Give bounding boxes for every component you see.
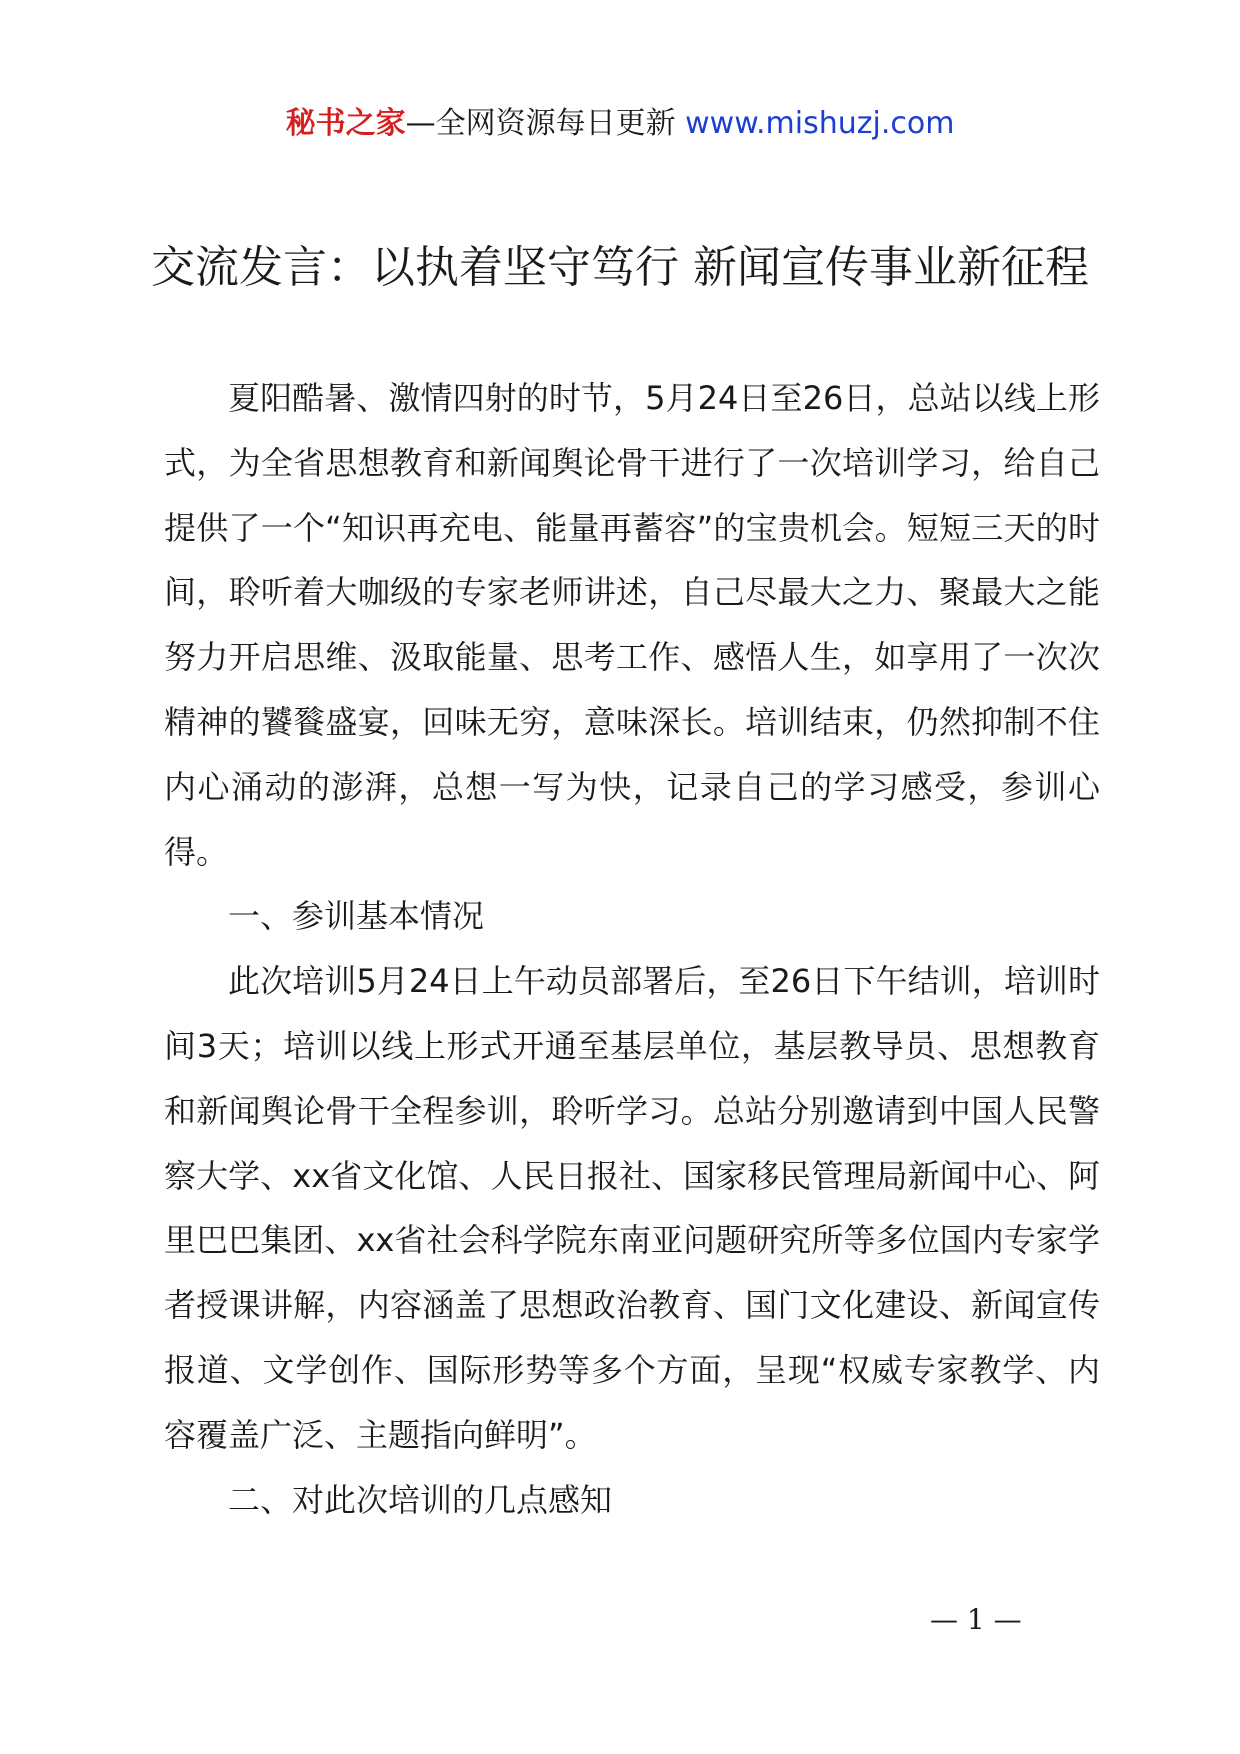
site-url-link[interactable]: www.mishuzj.com [685, 106, 955, 141]
paragraph-intro: 夏阳酷暑、激情四射的时节，5月24日至26日，总站以线上形式，为全省思想教育和新闻舆论骨干进行了一次培训学习，给自己提供了一个“知识再充电、能量再蓄容”的宝贵机会。短短三天的时间，聆听着大咖级的专家老师讲述，自己尽最大之力、聚最大之能努力开启思维、汲取能量、思考工作、感悟人生，如享用了一次次精神的饕餮盛宴，回味无穷，意味深长。培训结束，仍然抑制不住内心涌动的澎湃，总想一写为快，记录自己的学习感受，参训心得。 [164, 379, 1100, 871]
site-tagline: —全网资源每日更新 [405, 106, 686, 141]
section-heading-2: 二、对此次培训的几点感知 [228, 1480, 613, 1519]
document-body [164, 366, 1100, 1532]
section-heading-1: 一、参训基本情况 [228, 897, 485, 936]
document-title: 交流发言：以执着坚守笃行 新闻宣传事业新征程 [151, 242, 1089, 293]
paragraph-training-overview: 此次培训5月24日上午动员部署后，至26日下午结训，培训时间3天；培训以线上形式开通至基层单位，基层教导员、思想教育和新闻舆论骨干全程参训，聆听学习。总站分别邀请到中国人民警察大学、xx省文化馆、人民日报社、国家移民管理局新闻中心、阿里巴巴集团、xx省社会科学院东南亚问题研究所等多位国内专家学者授课讲解，内容涵盖了思想政治教育、国门文化建设、新闻宣传报道、文学创作、国际形势等多个方面，呈现“权威专家教学、内容覆盖广泛、主题指向鲜明”。 [164, 962, 1100, 1454]
site-header [0, 104, 1240, 144]
page-number: — 1 — [930, 1603, 1022, 1636]
site-name: 秘书之家 [285, 106, 406, 141]
